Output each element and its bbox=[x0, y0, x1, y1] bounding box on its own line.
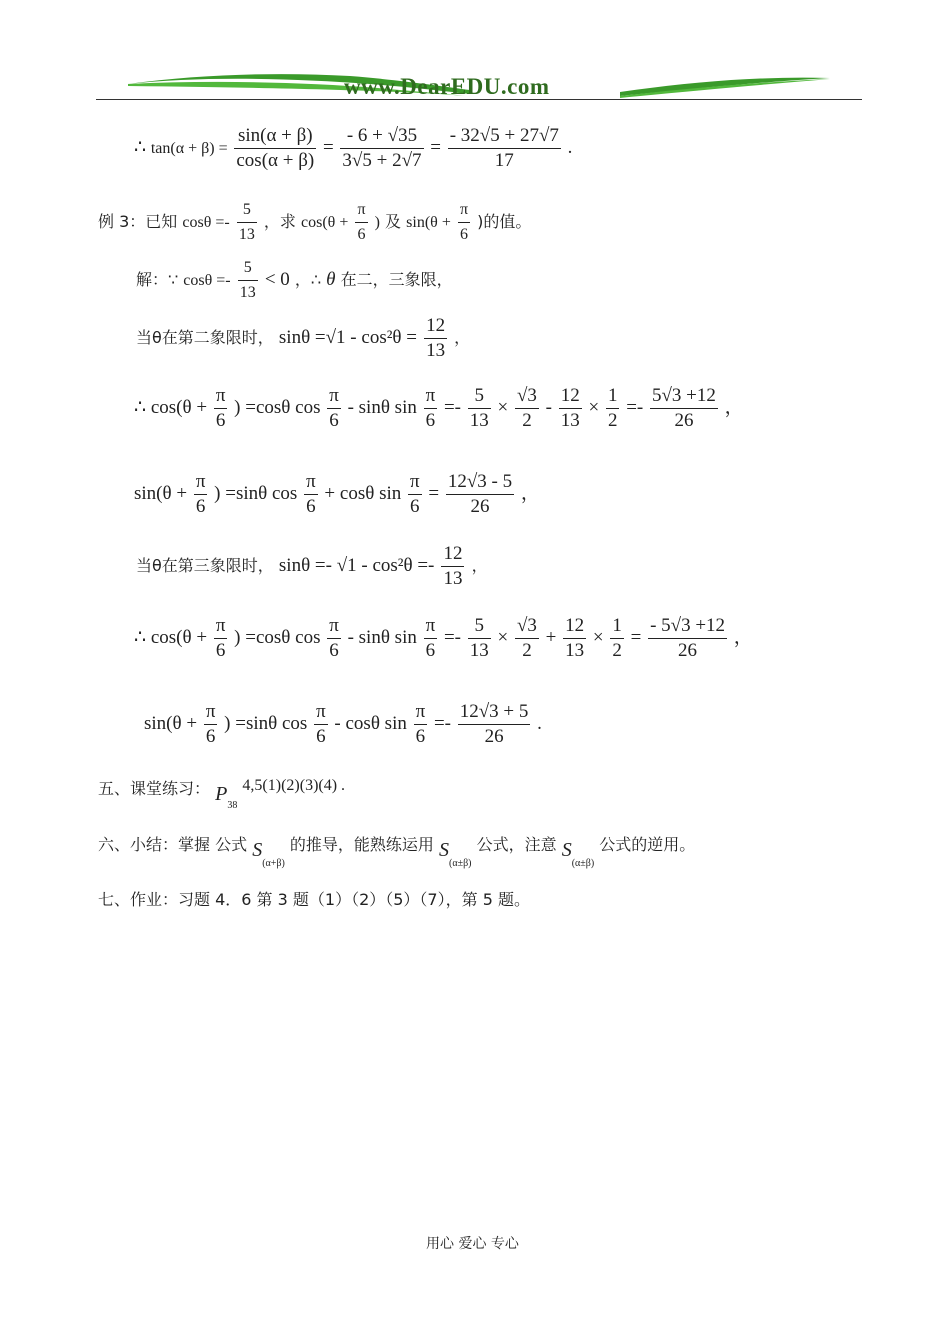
footer-motto: 用心 爱心 专心 bbox=[426, 1236, 519, 1252]
quadrant-3-sin: 当θ在第三象限时， sinθ =- √1 - cos²θ =- $\frac{12}{13}$ ， bbox=[136, 543, 488, 589]
frac-result-17: $\frac{- 32√5 + 27√7}{17}$ bbox=[449, 125, 559, 171]
example-3: 例 3：已知 cosθ =- $\frac{5}{13}$ ，求 cos(θ + $\frac{\pi}{6}$ ) 及 sin(θ + $\frac{\pi}{6}$ )的值。 bbox=[98, 198, 531, 247]
eq-sin-q2: sin(θ + $\frac{\pi}{6}$ ) =sinθ cos $\frac{\pi}{6}$ + cosθ sin $\frac{\pi}{6}$ = $\frac{12√3 - 5}{26}$ ， bbox=[134, 471, 540, 517]
solution-intro: 解：∵ cosθ =- $\frac{5}{13}$ < 0 ，∴ θ 在二，三象限， bbox=[136, 256, 453, 305]
site-logo-text: www.DearEDU.com bbox=[344, 74, 550, 99]
eq-cos-q3: ∴ cos(θ + $\frac{\pi}{6}$ ) =cosθ cos $\frac{\pi}{6}$ - sinθ sin $\frac{\pi}{6}$ =- $\frac{5}{13}$ × $\frac{√3}{2}$ + $\frac{12}{13}$ × $\frac{1}{2}$ = $\frac{- 5√3 +12}{26}$ ， bbox=[134, 615, 753, 661]
section-five: 五、课堂练习： $P_{38}$ 4,5(1)(2)(3)(4) . bbox=[98, 777, 346, 811]
eq-cos-q2: ∴ cos(θ + $\frac{\pi}{6}$ ) =cosθ cos $\frac{\pi}{6}$ - sinθ sin $\frac{\pi}{6}$ =- $\frac{5}{13}$ × $\frac{√3}{2}$ - $\frac{12}{13}$ × $\frac{1}{2}$ =- $\frac{5√3 +12}{26}$ ， bbox=[134, 385, 744, 431]
frac-sin-cos: $\frac{\sin(\alpha + \beta)}{\cos(\alpha + \beta)}$ bbox=[236, 125, 315, 171]
quadrant-2-sin: 当θ在第二象限时， sinθ =√1 - cos²θ = $\frac{12}{13}$ ， bbox=[136, 315, 471, 361]
eq-tan-sum: ∴ tan(α + β) = $\frac{\sin(\alpha + \beta)}{\cos(\alpha + \beta)}$ = $\frac{- 6 + √35}{3√5 + 2√7}$ = $\frac{- 32√5 + 27√7}{17}$ . bbox=[134, 125, 573, 171]
frac-sqrt35: $\frac{- 6 + √35}{3√5 + 2√7}$ bbox=[342, 125, 422, 171]
header-rule bbox=[96, 99, 862, 100]
section-seven: 七、作业：习题 4．6 第 3 题（1）（2）（5）（7），第 5 题。 bbox=[98, 890, 530, 909]
eq-sin-q3: sin(θ + $\frac{\pi}{6}$ ) =sinθ cos $\frac{\pi}{6}$ - cosθ sin $\frac{\pi}{6}$ =- $\frac{12√3 + 5}{26}$ . bbox=[144, 701, 542, 747]
section-six: 六、小结：掌握 公式 $S_{(\alpha+\beta)}$ 的推导，能熟练运用 $S_{(\alpha\pm\beta)}$ 公式，注意 $S_{(\alpha\pm\beta)}$ 公式的逆用。 bbox=[98, 835, 696, 869]
